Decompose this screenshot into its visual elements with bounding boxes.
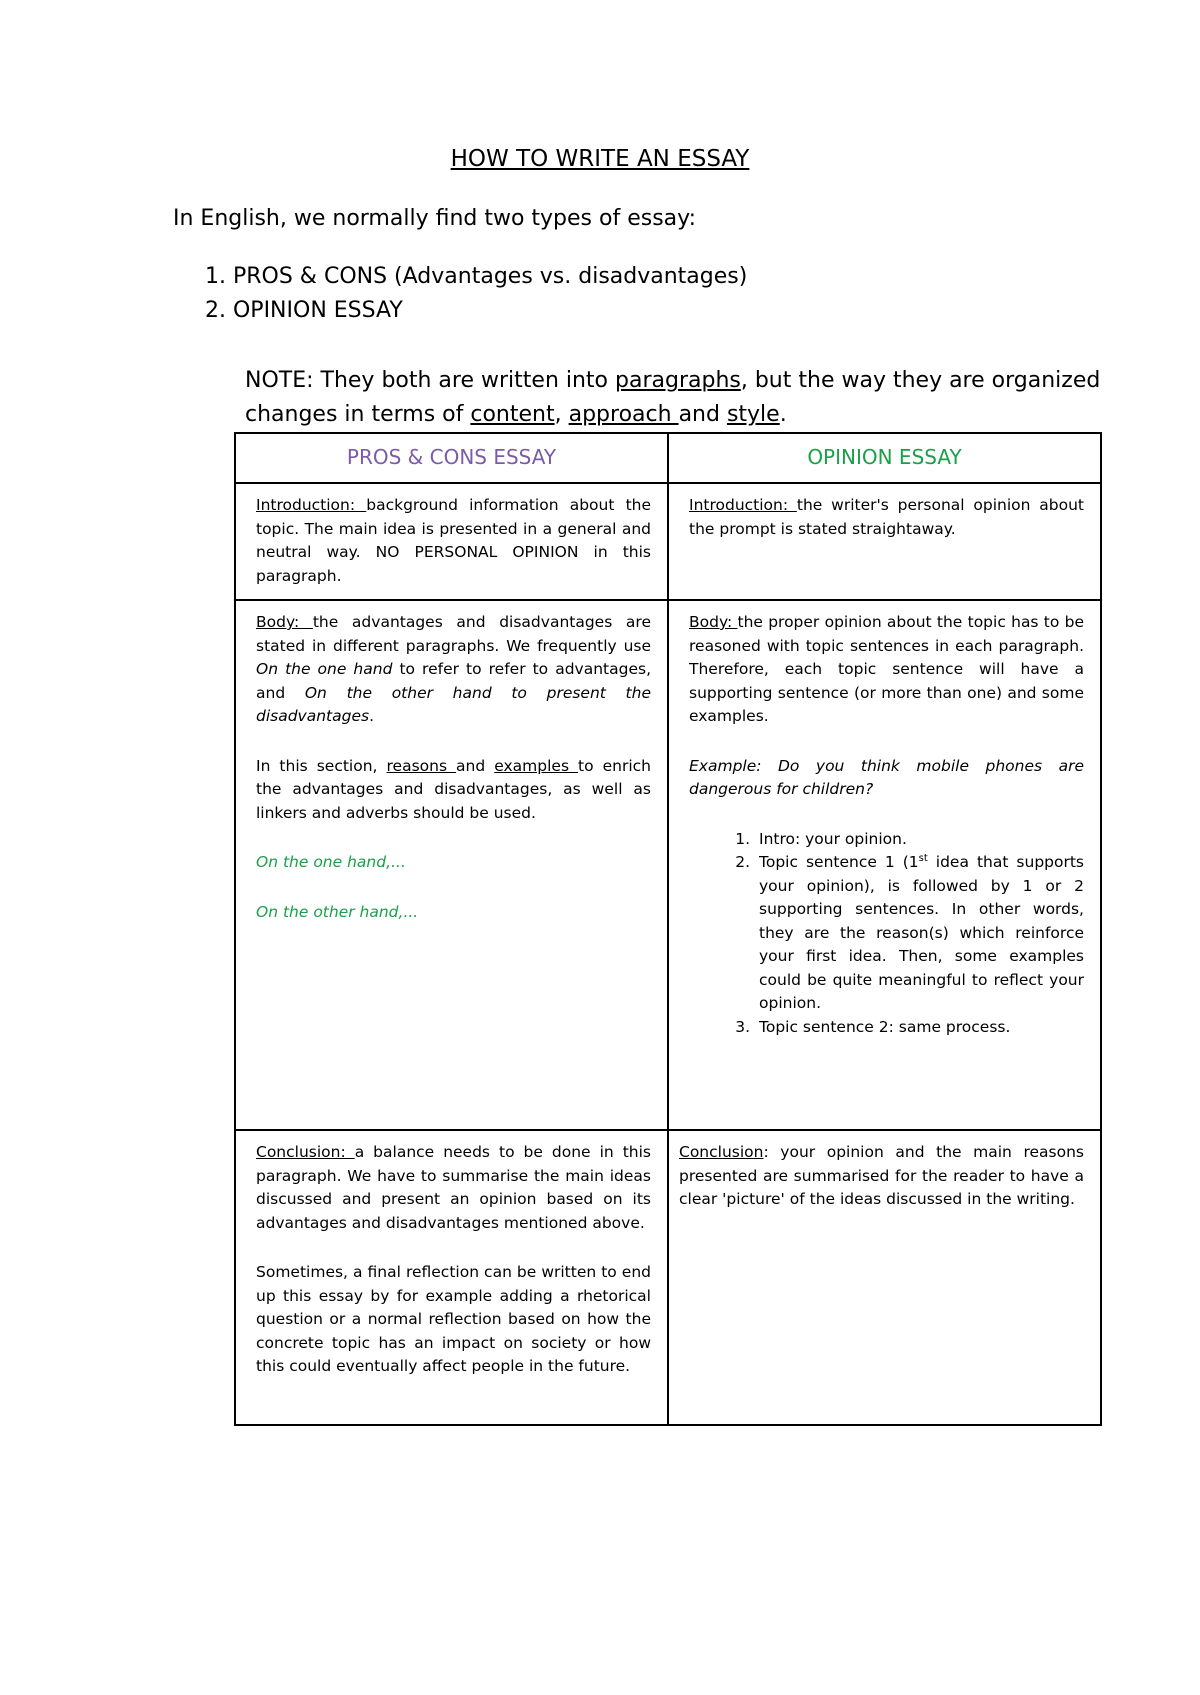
step-text: idea that supports your opinion), is followed by 1 or 2 supporting sentences. In other words, they are the reason(s) which reinforce your first idea. Then, some examples could be quite meaningful to reflect your opinion. (759, 853, 1084, 1012)
section-label: Introduction: (689, 496, 797, 514)
cell-text: and (456, 756, 495, 775)
cell-text-underline: examples (494, 756, 579, 775)
note-lead: NOTE: They both are written into (245, 368, 616, 393)
cell-text: a balance needs to be done in this paragraph. We have to summarise the main ideas discussed and present an opinion based on its advantages and disadvantages mentioned above. (256, 1143, 651, 1232)
list-item: 3. Topic sentence 2: same process. (755, 1016, 1084, 1040)
note-sep: , (554, 402, 569, 427)
cell-text: In this section, (256, 756, 387, 775)
cell-text: : your opinion and the main reasons presented are summarised for the reader to have a clear 'picture' of the ideas discussed in the writing. (679, 1143, 1084, 1208)
section-label: Introduction: (256, 496, 367, 514)
table-row (235, 483, 1101, 600)
cell-text: the proper opinion about the topic has to be reasoned with topic sentences in each paragraph. Therefore, each topic sentence will have a supporting sentence (or more than one) and some examples. (689, 613, 1084, 725)
list-item: 1. Intro: your opinion. (755, 828, 1084, 852)
cell-text-underline: reasons (386, 756, 457, 775)
opinion-body-cell (668, 600, 1101, 1130)
essay-type-list (205, 260, 747, 328)
note-sep: and (678, 402, 727, 427)
section-label: Conclusion (679, 1143, 764, 1161)
conclusion-paragraph: Sometimes, a final reflection can be written to end up this essay by for example adding a rhetorical question or a normal reflection based on how the concrete topic has an impact on society or how this could eventually affect people in the future. (256, 1263, 651, 1375)
table-row (235, 1130, 1101, 1425)
table-row (235, 600, 1101, 1130)
page-title: HOW TO WRITE AN ESSAY (450, 146, 750, 172)
section-label: Body: (689, 613, 738, 631)
note-word-approach: approach (568, 402, 679, 427)
cell-text: to enrich the advantages and disadvantages, as well as linkers and adverbs should be used. (256, 756, 652, 822)
cell-text: the writer's personal opinion about the prompt is stated straightaway. (689, 496, 1085, 538)
opinion-conclusion-cell (668, 1130, 1101, 1425)
linker-example: On the other hand,... (256, 902, 419, 921)
steps-list (689, 828, 1084, 1040)
cell-text-italic: On the other hand to present the disadvantages (256, 683, 651, 725)
opinion-introduction-cell (668, 483, 1101, 600)
note-word-style: style (726, 402, 780, 427)
note-end: . (779, 402, 787, 427)
note-word-content: content (470, 402, 555, 427)
cell-text: to refer to refer to advantages, and (256, 660, 651, 702)
body-paragraph (256, 755, 651, 826)
step-text: Topic sentence 1 (1 (759, 853, 919, 871)
note-mid: , but the way they are organized changes in terms of (245, 368, 1101, 427)
superscript: st (918, 852, 928, 864)
intro-line: In English, we normally find two types of essay: (173, 206, 696, 231)
pros-body-cell (235, 600, 668, 1130)
note-paragraph (245, 364, 1105, 432)
cell-text: background information about the topic. The main idea is presented in a general and neutral way. NO PERSONAL OPINION in this paragraph. (256, 496, 652, 585)
list-item: 1. PROS & CONS (Advantages vs. disadvantages) (205, 264, 748, 289)
section-label: Conclusion: (256, 1143, 355, 1161)
example-question: Example: Do you think mobile phones are dangerous for children? (689, 756, 1084, 798)
cell-text: the advantages and disadvantages are stated in different paragraphs. We frequently use (256, 613, 651, 655)
section-label: Body: (256, 613, 313, 631)
conclusion-paragraph (256, 1141, 651, 1235)
pros-conclusion-cell (235, 1130, 668, 1425)
pros-introduction-cell (235, 483, 668, 600)
comparison-table (234, 432, 1102, 1426)
note-word-paragraphs: paragraphs (615, 368, 741, 393)
header-opinion: OPINION ESSAY (668, 433, 1101, 483)
cell-text-italic: On the one hand (256, 660, 393, 678)
list-item: 2. OPINION ESSAY (205, 298, 403, 323)
cell-text: . (369, 707, 375, 725)
linker-example: On the one hand,... (256, 853, 406, 871)
body-paragraph (256, 611, 651, 729)
table-header-row (235, 433, 1101, 483)
header-pros-cons: PROS & CONS ESSAY (235, 433, 668, 483)
body-paragraph (689, 611, 1084, 729)
list-item (755, 851, 1084, 1016)
